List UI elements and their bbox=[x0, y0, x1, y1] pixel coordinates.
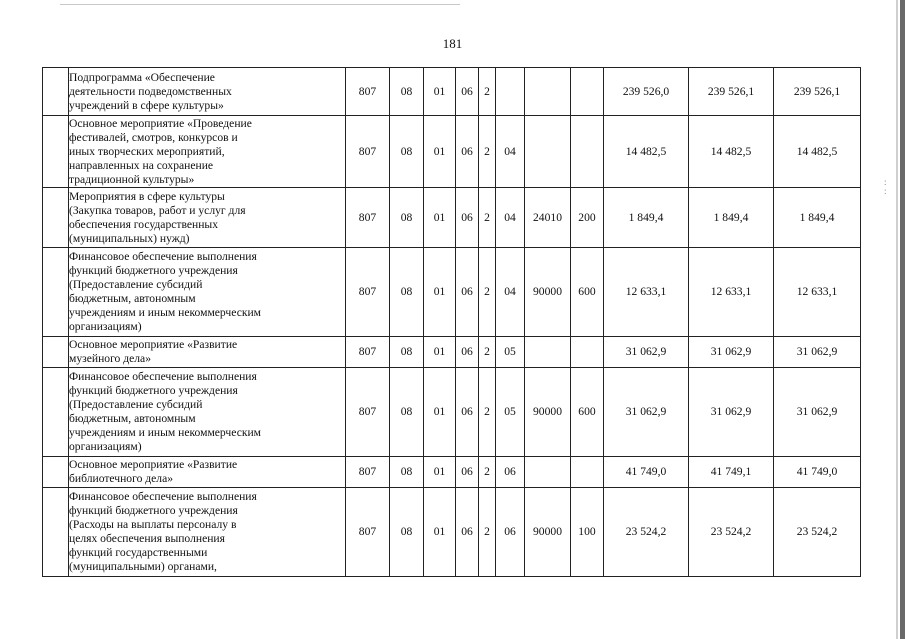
grbs-code-cell: 807 bbox=[346, 248, 390, 337]
subsection-code-cell: 01 bbox=[424, 457, 456, 488]
expense-type-cell bbox=[571, 68, 604, 116]
event-code-cell: 06 bbox=[496, 488, 525, 577]
expense-type-cell: 100 bbox=[571, 488, 604, 577]
grbs-code-cell: 807 bbox=[346, 116, 390, 188]
item-name-line: функций бюджетного учреждения bbox=[69, 384, 238, 397]
amount-year2-cell: 1 849,4 bbox=[689, 188, 774, 248]
item-name-line: музейного дела» bbox=[69, 352, 151, 365]
item-name-line: Мероприятия в сфере культуры bbox=[69, 189, 225, 203]
item-name-cell bbox=[69, 337, 346, 368]
item-name-line: организациям) bbox=[69, 320, 142, 333]
item-name-cell bbox=[69, 488, 346, 577]
amount-year2-cell: 31 062,9 bbox=[689, 368, 774, 457]
amount-year2-cell: 14 482,5 bbox=[689, 116, 774, 188]
item-name-line: (муниципальных) нужд) bbox=[69, 231, 190, 245]
subsection-code-cell: 01 bbox=[424, 368, 456, 457]
item-name-cell bbox=[69, 188, 346, 248]
row-number-cell bbox=[43, 457, 69, 488]
item-name-line: (Предоставление субсидий bbox=[69, 278, 203, 291]
amount-year1-cell: 239 526,0 bbox=[604, 68, 689, 116]
item-name-line: Финансовое обеспечение выполнения bbox=[69, 370, 257, 383]
amount-year2-cell: 23 524,2 bbox=[689, 488, 774, 577]
expense-type-cell: 600 bbox=[571, 368, 604, 457]
row-number-cell bbox=[43, 488, 69, 577]
event-code-cell: 04 bbox=[496, 188, 525, 248]
event-code-cell bbox=[496, 68, 525, 116]
amount-year1-cell: 31 062,9 bbox=[604, 368, 689, 457]
direction-code-cell: 24010 bbox=[525, 188, 571, 248]
amount-year2-cell: 31 062,9 bbox=[689, 337, 774, 368]
program-code-cell: 06 bbox=[456, 248, 479, 337]
expense-type-cell bbox=[571, 337, 604, 368]
item-name-line: Основное мероприятие «Развитие bbox=[69, 458, 238, 471]
subprogram-code-cell: 2 bbox=[479, 488, 496, 577]
item-name-line: целях обеспечения выполнения bbox=[69, 532, 225, 545]
row-number-cell bbox=[43, 68, 69, 116]
subprogram-code-cell: 2 bbox=[479, 68, 496, 116]
budget-table bbox=[42, 67, 861, 577]
subprogram-code-cell: 2 bbox=[479, 116, 496, 188]
expense-type-cell bbox=[571, 116, 604, 188]
amount-year3-cell: 1 849,4 bbox=[774, 188, 861, 248]
subprogram-code-cell: 2 bbox=[479, 337, 496, 368]
item-name-line: библиотечного дела» bbox=[69, 472, 174, 485]
item-name-line: деятельности подведомственных bbox=[69, 84, 232, 98]
grbs-code-cell: 807 bbox=[346, 488, 390, 577]
item-name-line: учреждениям и иным некоммерческим bbox=[69, 306, 262, 319]
item-name-line: (Расходы на выплаты персоналу в bbox=[69, 518, 237, 531]
item-name-line: Финансовое обеспечение выполнения bbox=[69, 250, 257, 263]
item-name-line: функций бюджетного учреждения bbox=[69, 264, 238, 277]
direction-code-cell bbox=[525, 116, 571, 188]
amount-year1-cell: 31 062,9 bbox=[604, 337, 689, 368]
amount-year2-cell: 239 526,1 bbox=[689, 68, 774, 116]
table-row bbox=[43, 248, 861, 337]
direction-code-cell bbox=[525, 68, 571, 116]
section-code-cell: 08 bbox=[390, 116, 424, 188]
program-code-cell: 06 bbox=[456, 337, 479, 368]
section-code-cell: 08 bbox=[390, 188, 424, 248]
program-code-cell: 06 bbox=[456, 488, 479, 577]
item-name-line: Финансовое обеспечение выполнения bbox=[69, 490, 257, 503]
program-code-cell: 06 bbox=[456, 188, 479, 248]
expense-type-cell: 600 bbox=[571, 248, 604, 337]
item-name-line: бюджетным, автономным bbox=[69, 412, 196, 425]
table-row bbox=[43, 488, 861, 577]
program-code-cell: 06 bbox=[456, 116, 479, 188]
event-code-cell: 05 bbox=[496, 337, 525, 368]
event-code-cell: 05 bbox=[496, 368, 525, 457]
grbs-code-cell: 807 bbox=[346, 68, 390, 116]
subprogram-code-cell: 2 bbox=[479, 248, 496, 337]
scan-edge-right bbox=[900, 0, 905, 639]
item-name-line: иных творческих мероприятий, bbox=[69, 144, 225, 158]
amount-year2-cell: 41 749,1 bbox=[689, 457, 774, 488]
grbs-code-cell: 807 bbox=[346, 368, 390, 457]
section-code-cell: 08 bbox=[390, 68, 424, 116]
row-number-cell bbox=[43, 116, 69, 188]
item-name-line: (муниципальными) органами, bbox=[69, 560, 217, 573]
amount-year2-cell: 12 633,1 bbox=[689, 248, 774, 337]
program-code-cell: 06 bbox=[456, 68, 479, 116]
direction-code-cell: 90000 bbox=[525, 488, 571, 577]
item-name-cell bbox=[69, 457, 346, 488]
item-name-line: организациям) bbox=[69, 440, 142, 453]
subprogram-code-cell: 2 bbox=[479, 368, 496, 457]
event-code-cell: 06 bbox=[496, 457, 525, 488]
item-name-line: традиционной культуры» bbox=[69, 172, 195, 186]
subprogram-code-cell: 2 bbox=[479, 188, 496, 248]
section-code-cell: 08 bbox=[390, 368, 424, 457]
amount-year3-cell: 31 062,9 bbox=[774, 368, 861, 457]
subsection-code-cell: 01 bbox=[424, 116, 456, 188]
subsection-code-cell: 01 bbox=[424, 337, 456, 368]
amount-year1-cell: 23 524,2 bbox=[604, 488, 689, 577]
event-code-cell: 04 bbox=[496, 116, 525, 188]
section-code-cell: 08 bbox=[390, 488, 424, 577]
expense-type-cell bbox=[571, 457, 604, 488]
amount-year1-cell: 14 482,5 bbox=[604, 116, 689, 188]
row-number-cell bbox=[43, 188, 69, 248]
amount-year3-cell: 12 633,1 bbox=[774, 248, 861, 337]
item-name-line: обеспечения государственных bbox=[69, 217, 219, 231]
scan-edge-right-light bbox=[896, 0, 898, 639]
amount-year3-cell: 41 749,0 bbox=[774, 457, 861, 488]
scan-edge-top bbox=[60, 4, 460, 5]
row-number-cell bbox=[43, 337, 69, 368]
direction-code-cell: 90000 bbox=[525, 368, 571, 457]
amount-year1-cell: 41 749,0 bbox=[604, 457, 689, 488]
item-name-line: (Закупка товаров, работ и услуг для bbox=[69, 203, 246, 217]
subsection-code-cell: 01 bbox=[424, 488, 456, 577]
section-code-cell: 08 bbox=[390, 248, 424, 337]
table-row bbox=[43, 368, 861, 457]
table-row bbox=[43, 188, 861, 248]
direction-code-cell: 90000 bbox=[525, 248, 571, 337]
table-row bbox=[43, 68, 861, 116]
item-name-line: (Предоставление субсидий bbox=[69, 398, 203, 411]
amount-year3-cell: 31 062,9 bbox=[774, 337, 861, 368]
table-row bbox=[43, 116, 861, 188]
row-number-cell bbox=[43, 248, 69, 337]
subprogram-code-cell: 2 bbox=[479, 457, 496, 488]
expense-type-cell: 200 bbox=[571, 188, 604, 248]
item-name-cell bbox=[69, 68, 346, 116]
item-name-line: Подпрограмма «Обеспечение bbox=[69, 70, 215, 84]
scan-speck-mark: : : bbox=[884, 177, 887, 196]
grbs-code-cell: 807 bbox=[346, 188, 390, 248]
page-number: 181 bbox=[442, 36, 463, 51]
amount-year1-cell: 12 633,1 bbox=[604, 248, 689, 337]
grbs-code-cell: 807 bbox=[346, 337, 390, 368]
amount-year3-cell: 23 524,2 bbox=[774, 488, 861, 577]
item-name-line: Основное мероприятие «Проведение bbox=[69, 116, 252, 130]
item-name-cell bbox=[69, 368, 346, 457]
amount-year3-cell: 239 526,1 bbox=[774, 68, 861, 116]
section-code-cell: 08 bbox=[390, 457, 424, 488]
table-row bbox=[43, 457, 861, 488]
amount-year1-cell: 1 849,4 bbox=[604, 188, 689, 248]
direction-code-cell bbox=[525, 337, 571, 368]
subsection-code-cell: 01 bbox=[424, 248, 456, 337]
item-name-line: направленных на сохранение bbox=[69, 158, 214, 172]
subsection-code-cell: 01 bbox=[424, 68, 456, 116]
amount-year3-cell: 14 482,5 bbox=[774, 116, 861, 188]
row-number-cell bbox=[43, 368, 69, 457]
subsection-code-cell: 01 bbox=[424, 188, 456, 248]
direction-code-cell bbox=[525, 457, 571, 488]
item-name-line: бюджетным, автономным bbox=[69, 292, 196, 305]
item-name-line: Основное мероприятие «Развитие bbox=[69, 338, 238, 351]
item-name-cell bbox=[69, 248, 346, 337]
item-name-cell bbox=[69, 116, 346, 188]
section-code-cell: 08 bbox=[390, 337, 424, 368]
grbs-code-cell: 807 bbox=[346, 457, 390, 488]
item-name-line: учреждений в сфере культуры» bbox=[69, 98, 224, 112]
item-name-line: функций государственными bbox=[69, 546, 208, 559]
item-name-line: учреждениям и иным некоммерческим bbox=[69, 426, 262, 439]
item-name-line: фестивалей, смотров, конкурсов и bbox=[69, 130, 238, 144]
program-code-cell: 06 bbox=[456, 457, 479, 488]
table-row bbox=[43, 337, 861, 368]
program-code-cell: 06 bbox=[456, 368, 479, 457]
item-name-line: функций бюджетного учреждения bbox=[69, 504, 238, 517]
event-code-cell: 04 bbox=[496, 248, 525, 337]
